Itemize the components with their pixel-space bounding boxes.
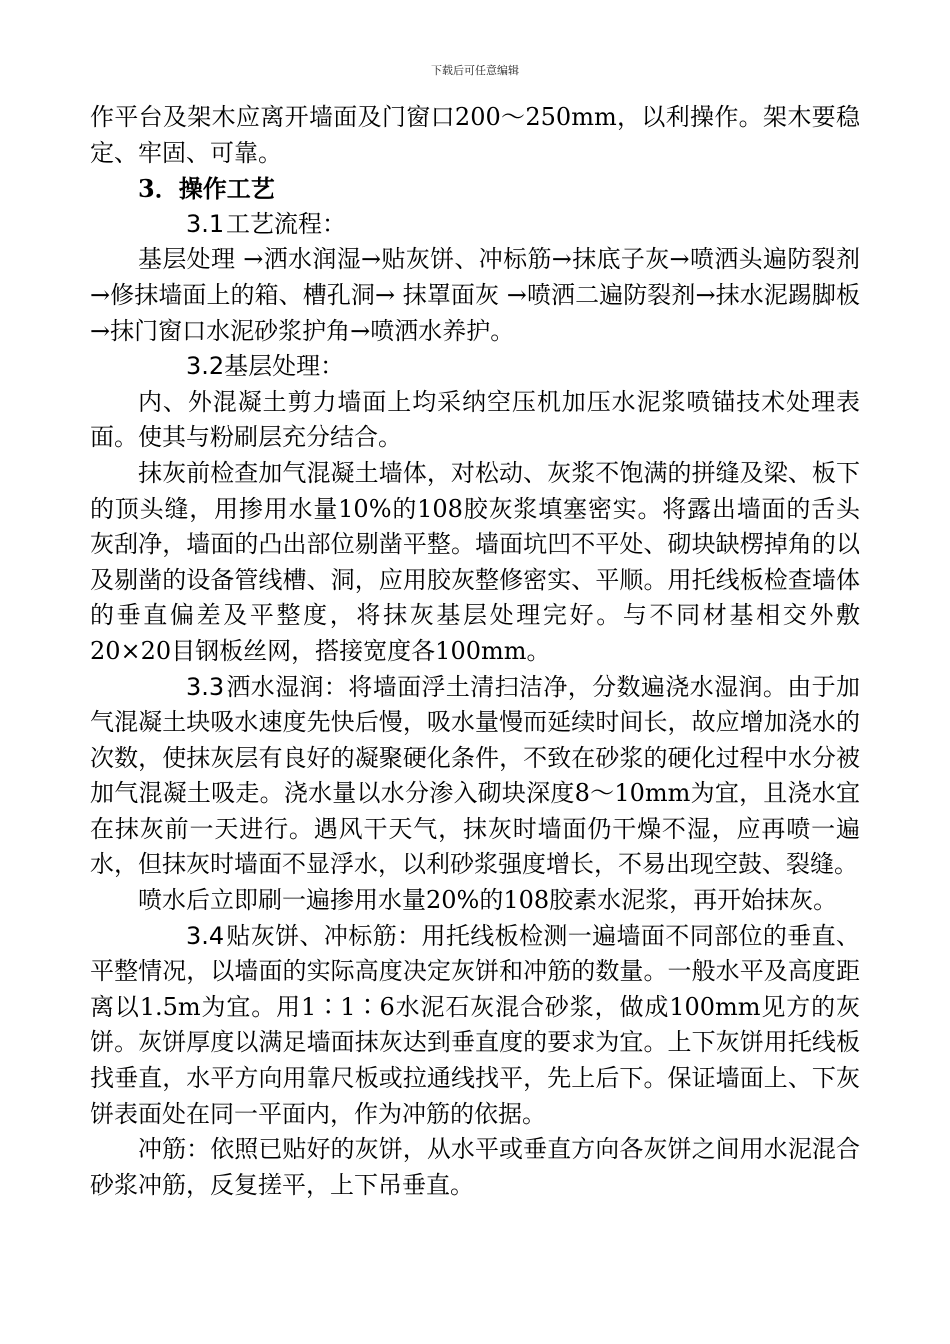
subsection-3-4 [90, 919, 860, 1133]
paragraph-spray-water: 喷水后立即刷一遍掺用水量20%的108胶素水泥浆，再开始抹灰。 [138, 886, 838, 915]
section-number: 3.1 [186, 209, 225, 238]
section-heading-operation-process: 3．操作工艺 [138, 174, 275, 204]
subsection-3-2 [90, 349, 860, 385]
subsection-title: 工艺流程： [226, 209, 346, 238]
page-header: 下载后可任意编辑 [431, 64, 519, 77]
section-number: 3.4 [186, 921, 225, 950]
section-number: 3.2 [186, 352, 225, 381]
paragraph-screeding: 冲筋：依照已贴好的灰饼，从水平或垂直方向各灰饼之间用水泥混合砂浆冲筋，反复搓平，上下吊垂直。 [90, 1135, 860, 1199]
subsection-text: 洒水湿润：将墙面浮土清扫洁净，分数遍浇水湿润。由于加气混凝土块吸水速度先快后慢，吸水量慢而延续时间长，故应增加浇水的次数，使抹灰层有良好的凝聚硬化条件，不致在砂浆的硬化过程中水分被加气混凝土吸走。浇水量以水分渗入砌块深度8～10mm为宜，且浇水宜在抹灰前一天进行。遇风干天气，抹灰时墙面仍干燥不湿，应再喷一遍水，但抹灰时墙面不显浮水，以利砂浆强度增长，不易出现空鼓、裂缝。 [90, 672, 860, 879]
subsection-text: 贴灰饼、冲标筋：用托线板检测一遍墙面不同部位的垂直、平整情况，以墙面的实际高度决定灰饼和冲筋的数量。一般水平及高度距离以1.5m为宜。用1∶1∶6水泥石灰混合砂浆，做成100mm见方的灰饼。灰饼厚度以满足墙面抹灰达到垂直度的要求为宜。上下灰饼用托线板找垂直，水平方向用靠尺板或拉通线找平，先上后下。保证墙面上、下灰饼表面处在同一平面内，作为冲筋的依据。 [90, 921, 860, 1128]
paragraph-process-flow: 基层处理 →洒水润湿→贴灰饼、冲标筋→抹底子灰→喷洒头遍防裂剂 →修抹墙面上的箱、槽孔洞→ 抹罩面灰 →喷洒二遍防裂剂→抹水泥踢脚板→抹门窗口水泥砂浆护角→喷洒水养护。 [90, 245, 860, 345]
document-body [90, 100, 860, 1203]
paragraph-base-treatment: 内、外混凝土剪力墙面上均采纳空压机加压水泥浆喷锚技术处理表面。使其与粉刷层充分结合。 [90, 387, 860, 452]
paragraph-continuation: 作平台及架木应离开墙面及门窗口200～250mm，以利操作。架木要稳定、牢固、可靠。 [90, 103, 860, 167]
subsection-3-3 [90, 670, 860, 884]
paragraph-pre-plaster-check: 抹灰前检查加气混凝土墙体，对松动、灰浆不饱满的拼缝及梁、板下的顶头缝，用掺用水量10%的108胶灰浆填塞密实。将露出墙面的舌头灰刮净，墙面的凸出部位剔凿平整。墙面坑凹不平处、砌块缺楞掉角的以及剔凿的设备管线槽、洞，应用胶灰整修密实、平顺。用托线板检查墙体的垂直偏差及平整度，将抹灰基层处理完好。与不同材基相交外敷20×20目钢板丝网，搭接宽度各100mm。 [90, 458, 860, 665]
subsection-3-1 [90, 207, 860, 243]
subsection-title: 基层处理： [224, 352, 345, 381]
section-number: 3.3 [186, 672, 225, 701]
